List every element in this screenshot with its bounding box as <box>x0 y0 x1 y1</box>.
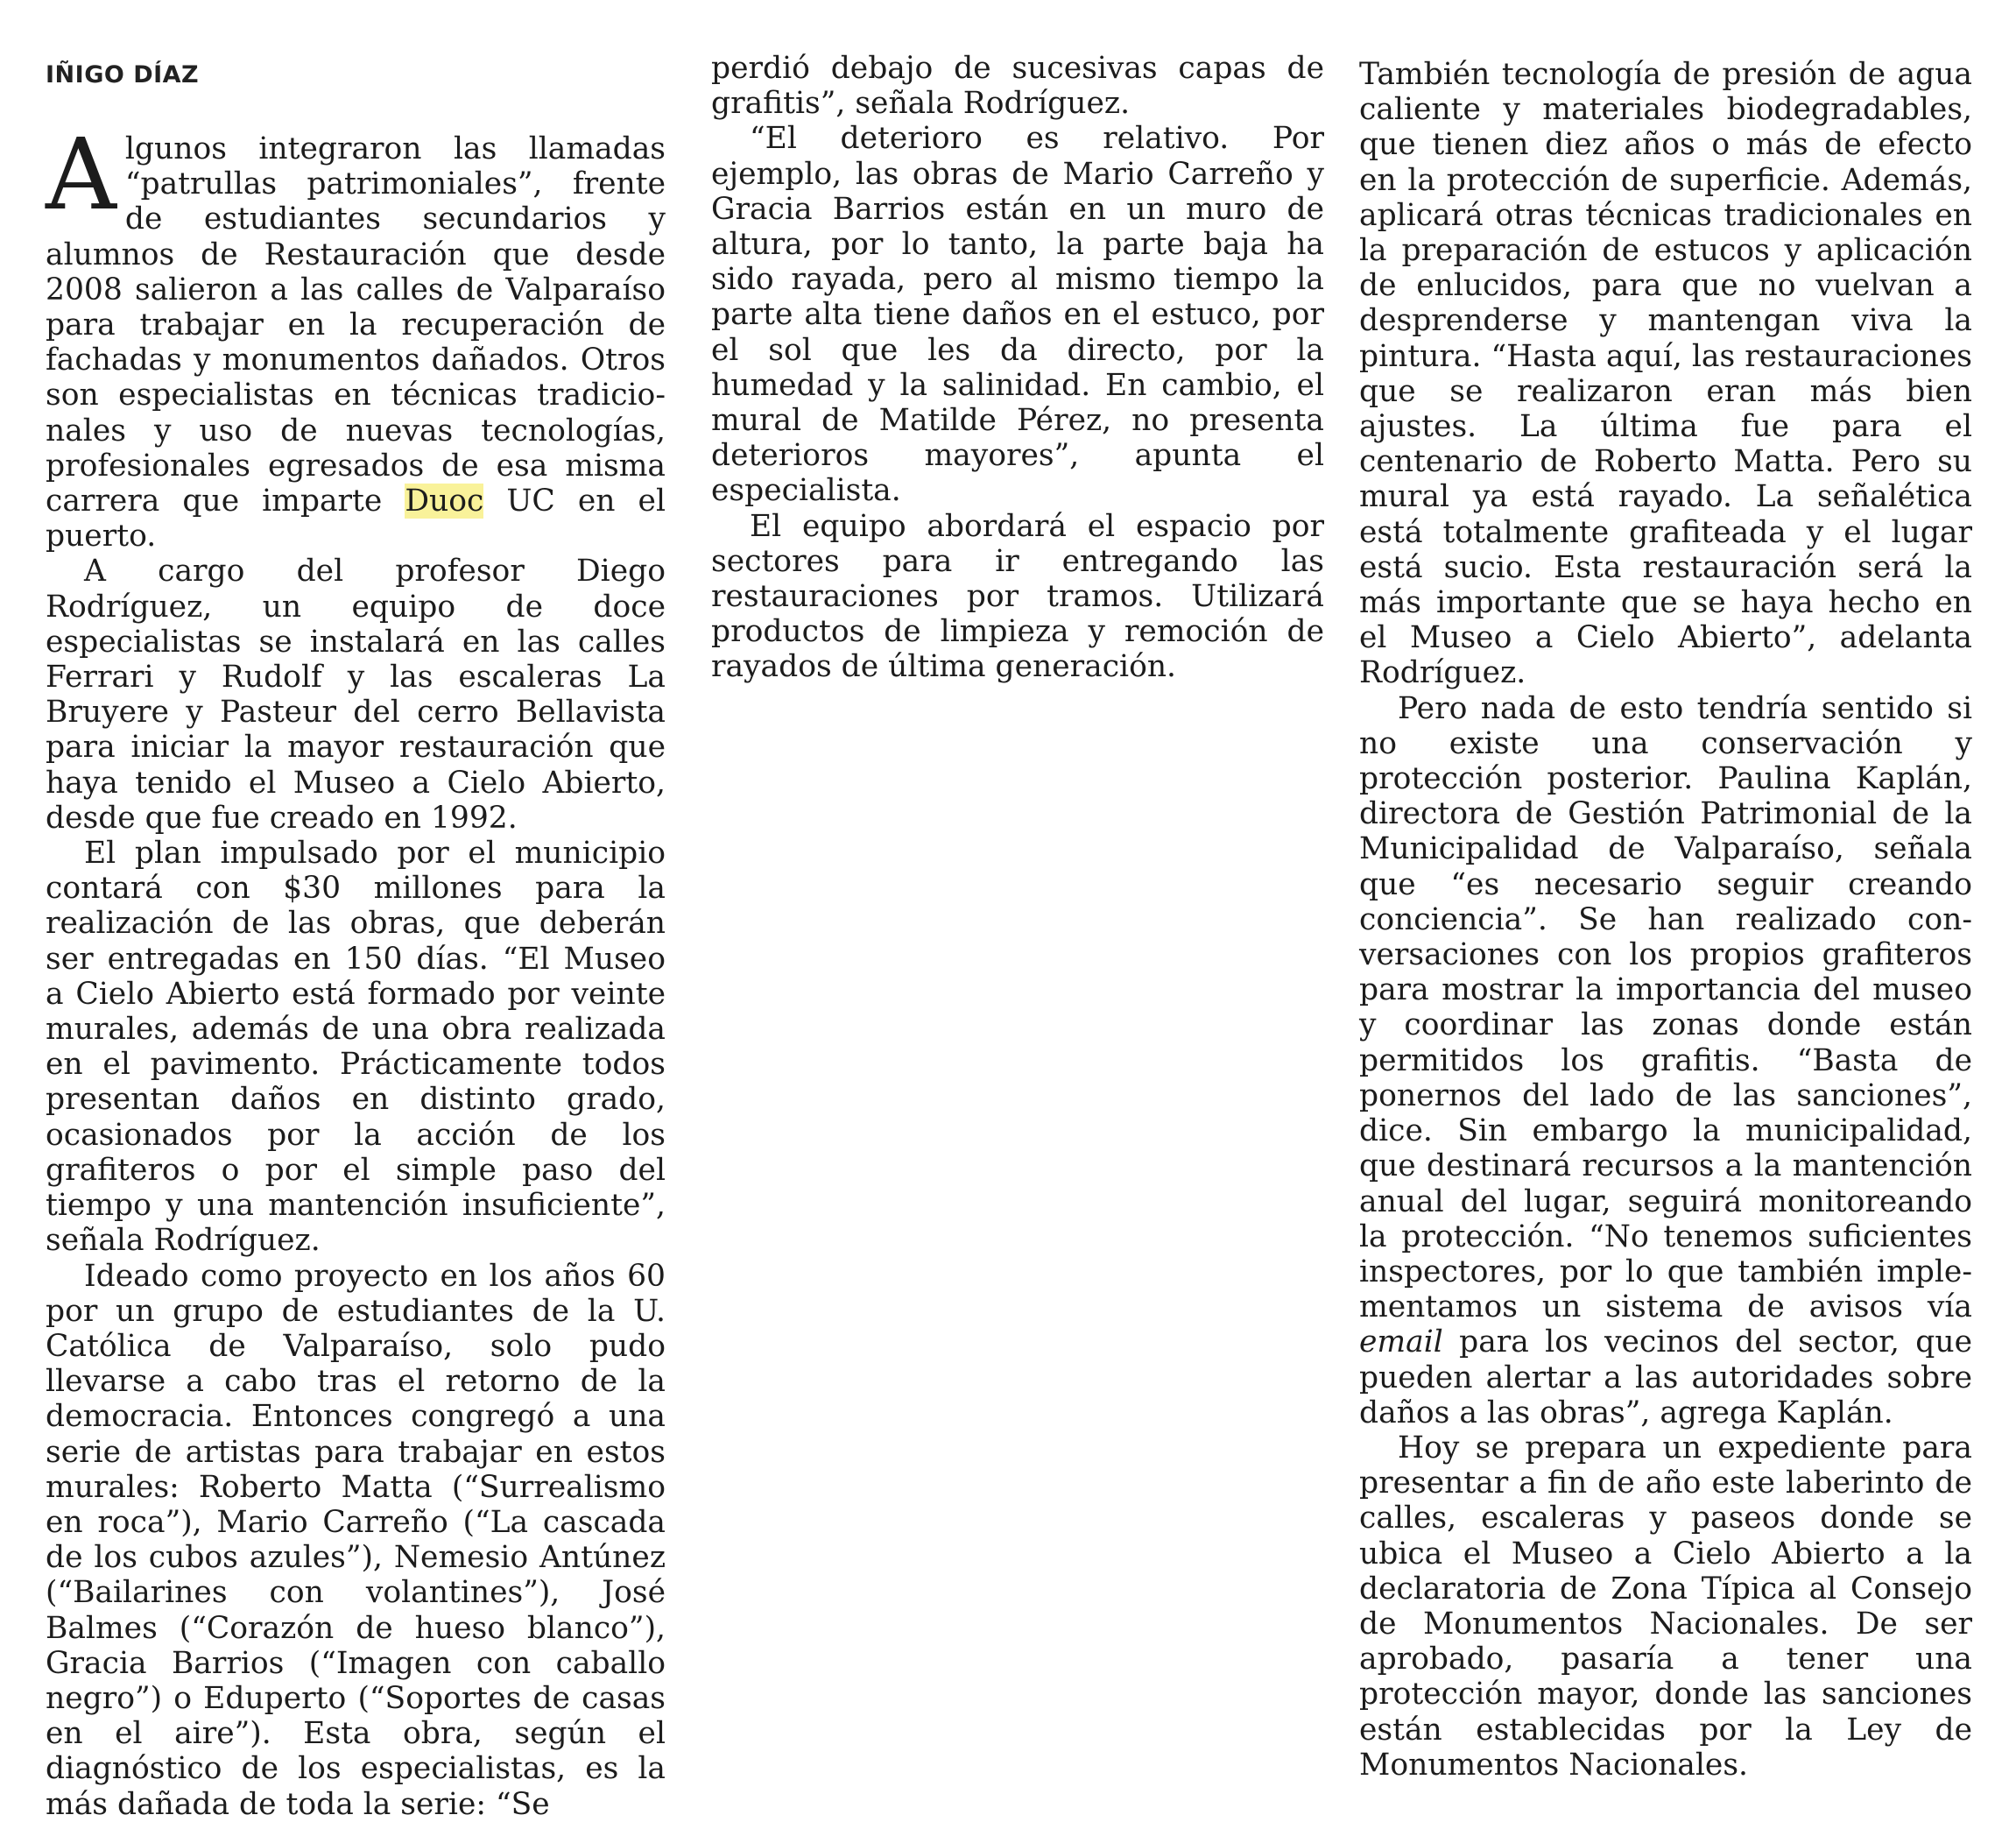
email-word: email <box>1359 1324 1443 1360</box>
paragraph-9-text: Pero nada de esto tendría sentido si no existe una conservación y protección posterior. Paulina Kaplán, directora de Gestión Patrimonial de la Municipalidad de Valparaíso, señala que “es necesario seguir creando conciencia”. Se han realizado conversaciones con los propios grafiteros para mostrar la importancia del museo y coordinar las zonas donde están permitidos los grafitis. “Basta de ponernos del lado de las sanciones”, dice. Sin embargo la municipalidad, que destinará recursos a la mantención anual del lugar, seguirá monitoreando la protección. “No tenemos suficientes inspectores, por lo que también implementamos un sistema de avisos vía <box>1359 690 1972 1325</box>
paragraph-1-text: lgunos integraron las llamadas “patrullas patrimoniales”, frente de estudiantes secundarios y alumnos de Restauración que desde 2008 salieron a las calles de Valparaíso para trabajar en la recuperación de fachadas y monumentos dañados. Otros son especialistas en técnicas tradicionales y uso de nuevas tecnologías, profesionales egresados de esa misma carrera que imparte <box>46 131 666 519</box>
drop-cap: A <box>46 118 116 232</box>
column-1 <box>46 118 666 1822</box>
paragraph-3: El plan impulsado por el municipio contará con $30 millones para la realización de las obras, que deberán ser entregadas en 150 días. “El Museo a Cielo Abierto está formado por veinte murales, además de una obra realizada en el pavimento. Prácticamente todos presentan daños en distinto grado, ocasionados por la acción de los grafiteros o por el simple paso del tiempo y una mantención insuficiente”, señala Rodríguez. <box>46 836 666 1259</box>
paragraph-8: También tecnología de presión de agua caliente y materiales biodegradables, que tienen diez años o más de efecto en la protección de superficie. Además, aplicará otras técnicas tradicionales en la preparación de estucos y aplicación de enlucidos, para que no vuelvan a desprenderse y mantengan viva la pintura. “Hasta aquí, las restauraciones que se realizaron eran más bien ajustes. La última fue para el centenario de Roberto Matta. Pero su mural ya está rayado. La señalética está totalmente grafiteada y el lugar está sucio. Esta restauración será la más importante que se haya hecho en el Museo a Cielo Abierto”, adelanta Rodríguez. <box>1359 57 1972 691</box>
highlighted-word: Duoc <box>405 484 484 519</box>
paragraph-1-end: UC en el puerto. <box>46 484 666 554</box>
column-3 <box>1359 57 1972 1783</box>
byline: IÑIGO DÍAZ <box>46 61 200 88</box>
paragraph-2: A cargo del profesor Diego Rodríguez, un equipo de doce especialistas se instalará en las calles Ferrari y Rudolf y las escaleras La Bruyere y Pasteur del cerro Bellavista para iniciar la mayor restauración que haya tenido el Museo a Cielo Abierto, desde que fue creado en 1992. <box>46 554 666 836</box>
paragraph-9 <box>1359 691 1972 1430</box>
paragraph-10: Hoy se prepara un expediente para presentar a fin de año este laberinto de calles, escaleras y paseos donde se ubica el Museo a Cielo Abierto a la declaratoria de Zona Típica al Consejo de Monumentos Nacionales. De ser aprobado, pasaría a tener una protección mayor, donde las sanciones están establecidas por la Ley de Monumentos Nacionales. <box>1359 1430 1972 1783</box>
paragraph-7: El equipo abordará el espacio por sectores para ir entregando las restauraciones por tramos. Utilizará productos de limpieza y remoción de rayados de última generación. <box>711 508 1324 685</box>
paragraph-6: “El deterioro es relativo. Por ejemplo, las obras de Mario Carreño y Gracia Barrios están en un muro de altura, por lo tanto, la parte baja ha sido rayada, pero al mismo tiempo la parte alta tiene daños en el estuco, por el sol que les da directo, por la humedad y la salinidad. En cambio, el mural de Matilde Pérez, no presenta deterioros mayores”, apunta el especialista. <box>711 121 1324 509</box>
paragraph-4: Ideado como proyecto en los años 60 por un grupo de estudiantes de la U. Católica de Valparaíso, solo pudo llevarse a cabo tras el retorno de la democracia. Entonces congregó a una serie de artistas para trabajar en estos murales: Roberto Matta (“Surrealismo en roca”), Mario Carreño (“La cascada de los cubos azules”), Nemesio Antúnez (“Bailarines con volantines”), José Balmes (“Corazón de hueso blanco”), Gracia Barrios (“Imagen con caballo negro”) o Eduperto (“Soportes de casas en el aire”). Esta obra, según el diagnóstico de los especialistas, es la más dañada de toda la serie: “Se <box>46 1258 666 1822</box>
column-2 <box>711 51 1324 685</box>
paragraph-5: perdió debajo de sucesivas capas de grafitis”, señala Rodríguez. <box>711 51 1324 122</box>
paragraph-9-end: para los vecinos del sector, que pueden alertar a las autoridades sobre daños a las obras”, agrega Kaplán. <box>1359 1324 1972 1430</box>
paragraph-1 <box>46 118 666 554</box>
